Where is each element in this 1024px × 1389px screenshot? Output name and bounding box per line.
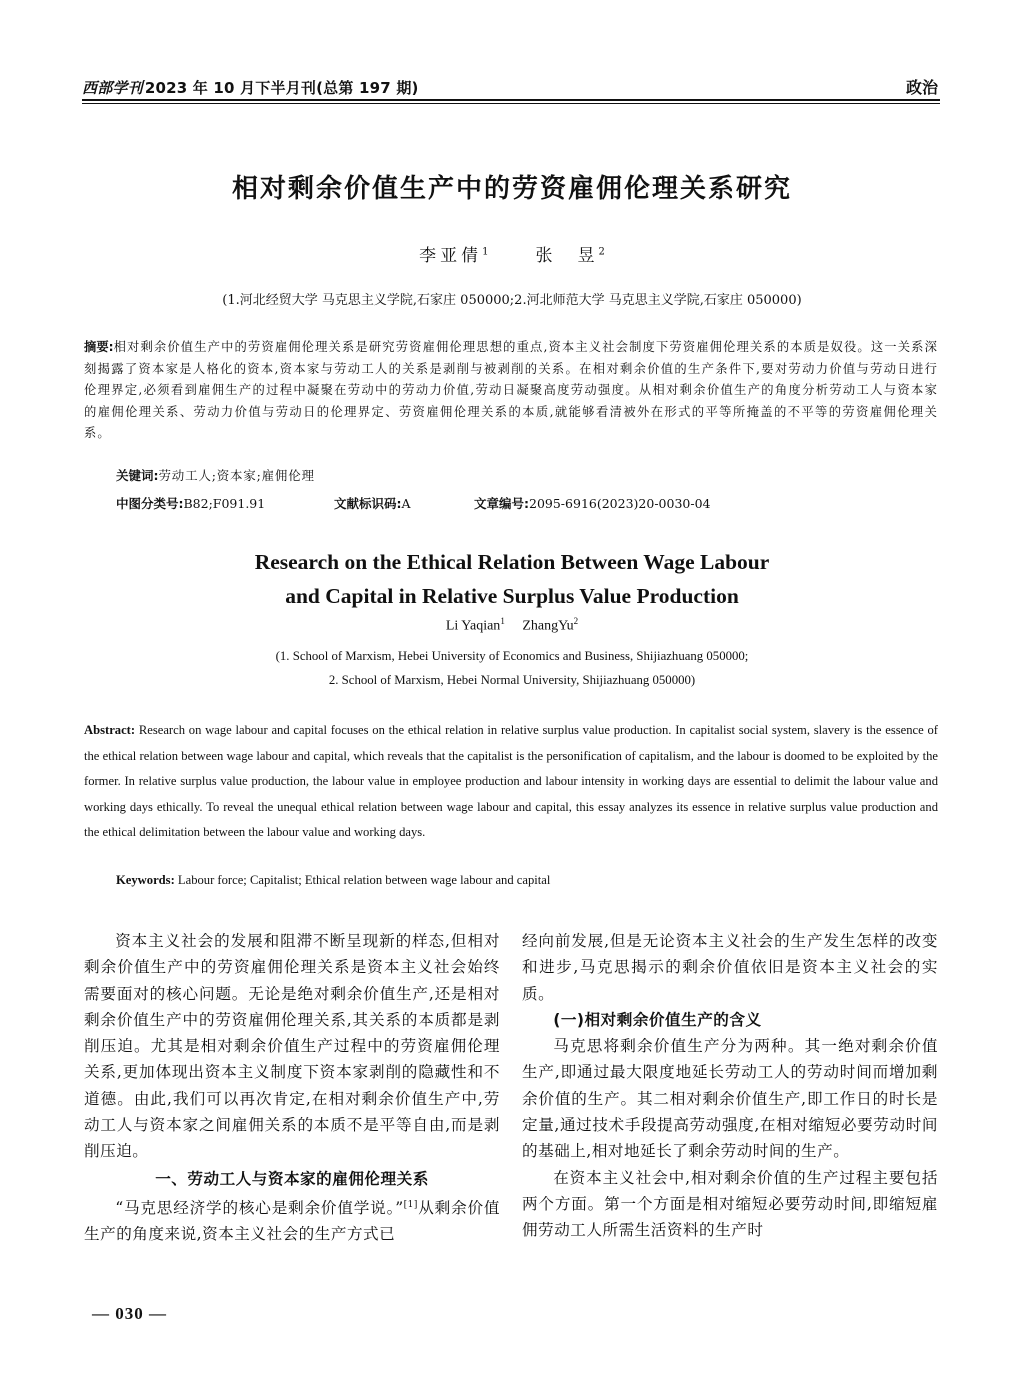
author-2-zh: 张 昱 [535, 246, 599, 266]
keywords-zh-label: 关键词: [116, 468, 159, 483]
author-1-sup: 1 [482, 246, 489, 258]
author-2-sup: 2 [598, 246, 605, 258]
doc-value: A [401, 496, 411, 511]
keywords-en [116, 873, 550, 888]
section-label: 政治 [905, 78, 938, 97]
abstract-en-label: Abstract: [84, 723, 136, 737]
article-number [474, 494, 710, 512]
authors-en [0, 616, 1024, 635]
journal-issue [82, 77, 419, 98]
body-column-left [84, 928, 500, 1248]
keywords-zh [116, 466, 315, 484]
author-2-en: ZhangYu [522, 618, 574, 634]
article-title-en [0, 545, 1024, 613]
body-paragraph: 资本主义社会的发展和阻滞不断呈现新的样态,但相对剩余价值生产中的劳资雇佣伦理关系是资本主义社会始终需要面对的核心问题。无论是绝对剩余价值生产,还是相对剩余价值生产中的劳资雇佣伦理关系,其关系的本质都是剥削压迫。尤其是相对剩余价值生产过程中的劳资雇佣伦理关系,更加体现出资本主义制度下资本家剥削的隐藏性和不道德。由此,我们可以再次肯定,在相对剩余价值生产中,劳动工人与资本家之间雇佣关系的本质不是平等自由,而是剥削压迫。 [84, 932, 500, 1161]
page-number: — 030 — [92, 1304, 167, 1323]
body-column-right [522, 928, 938, 1244]
running-header [82, 70, 938, 98]
author-2-en-sup: 2 [573, 616, 579, 626]
quote-continuation: 从剩余价值生产的角度来说,资本主义社会的生产方式已 [84, 1199, 500, 1244]
body-paragraph-continued: 经向前发展,但是无论资本主义社会的生产发生怎样的改变和进步,马克思揭示的剩余价值依旧是资本主义社会的实质。 [522, 932, 938, 1003]
authors-zh [0, 241, 1024, 266]
author-1-en-sup: 1 [500, 616, 505, 626]
citation-ref: [1] [403, 1199, 418, 1210]
abstract-zh-text: 相对剩余价值生产中的劳资雇佣伦理关系是研究劳资雇佣伦理思想的重点,资本主义社会制度下劳资雇佣伦理关系的本质是奴役。这一关系深刻揭露了资本家是人格化的资本,资本家与劳动工人的关系是剥削与被剥削的关系。在相对剩余价值的生产条件下,要对劳动力价值与劳动日进行伦理界定,必须看到雇佣生产的过程中凝聚在劳动中的劳动力价值,劳动日凝聚高度劳动强度。从相对剩余价值生产的角度分析劳动工人与资本家的雇佣伦理关系、劳动力价值与劳动日的伦理界定、劳资雇佣伦理关系的本质,就能够看清被外在形式的平等所掩盖的不平等的劳资雇佣伦理关系。 [84, 340, 938, 440]
keywords-en-text: Labour force; Capitalist; Ethical relation between wage labour and capital [177, 873, 551, 887]
document-code [334, 494, 411, 512]
doc-label: 文献标识码: [334, 496, 402, 511]
section-heading-1: 一、劳动工人与资本家的雇佣伦理关系 [155, 1169, 429, 1188]
header-rule-thick [82, 99, 940, 101]
keywords-en-label: Keywords: [116, 873, 175, 887]
header-rule-thin [82, 103, 940, 104]
clc-label: 中图分类号: [116, 496, 184, 511]
affiliation-en-line-2: 2. School of Marxism, Hebei Normal University, Shijiazhuang 050000) [328, 673, 696, 687]
affiliation-zh: (1.河北经贸大学 马克思主义学院,石家庄 050000;2.河北师范大学 马克思主义学院,石家庄 050000) [222, 293, 802, 308]
clc-value: B82;F091.91 [183, 496, 266, 511]
keywords-zh-text: 劳动工人;资本家;雇佣伦理 [158, 468, 315, 483]
subsection-heading-1: (一)相对剩余价值生产的含义 [553, 1010, 762, 1029]
issue-info: 2023 年 10 月下半月刊(总第 197 期) [144, 79, 419, 97]
author-1-en: Li Yaqian [445, 618, 501, 634]
article-label: 文章编号: [474, 496, 529, 511]
quote-text: “马克思经济学的核心是剩余价值学说。” [115, 1199, 404, 1218]
journal-logo: 西部学刊 [82, 79, 143, 97]
body-paragraph: 在资本主义社会中,相对剩余价值的生产过程主要包括两个方面。第一个方面是相对缩短必要劳动时间,即缩短雇佣劳动工人所需生活资料的生产时 [522, 1168, 938, 1240]
clc-number [116, 494, 265, 512]
article-value: 2095-6916(2023)20-0030-04 [529, 496, 711, 511]
affiliation-en-line-1: (1. School of Marxism, Hebei University of Economics and Business, Shijiazhuang 050000; [275, 649, 749, 663]
affiliation-en [0, 644, 1024, 692]
body-paragraph: 马克思将剩余价值生产分为两种。其一绝对剩余价值生产,即通过最大限度地延长劳动工人的劳动时间而增加剩余价值的生产。其二相对剩余价值生产,即工作日的时长是定量,通过技术手段提高劳动强度,在相对缩短必要劳动时间的基础上,相对地延长了剩余劳动时间的生产。 [522, 1037, 938, 1161]
title-en-line-1: Research on the Ethical Relation Between Wage Labour [254, 550, 770, 574]
title-en-line-2: and Capital in Relative Surplus Value Production [285, 584, 739, 608]
abstract-zh [84, 337, 938, 445]
body-paragraph-quote [84, 1192, 500, 1248]
abstract-en-text: Research on wage labour and capital focuses on the ethical relation in relative surplus value production. In capitalist social system, slavery is the essence of the ethical relation between wage labour and capital, which reveals that the capitalist is the personification of capitalism, and the labour is doomed to be exploited by the former. In relative surplus value production, the labour value in employee production and labour intensity in working days are essential to delimit the labour value and working days ethically. To reveal the unequal ethical relation between wage labour and capital, this essay analyzes its essence in relative surplus value production and the ethical delimitation between the labour value and working days. [84, 723, 938, 840]
abstract-zh-label: 摘要: [84, 340, 114, 354]
author-1-zh: 李亚倩 [419, 246, 483, 266]
article-title-zh: 相对剩余价值生产中的劳资雇佣伦理关系研究 [231, 174, 792, 204]
abstract-en [84, 718, 938, 846]
